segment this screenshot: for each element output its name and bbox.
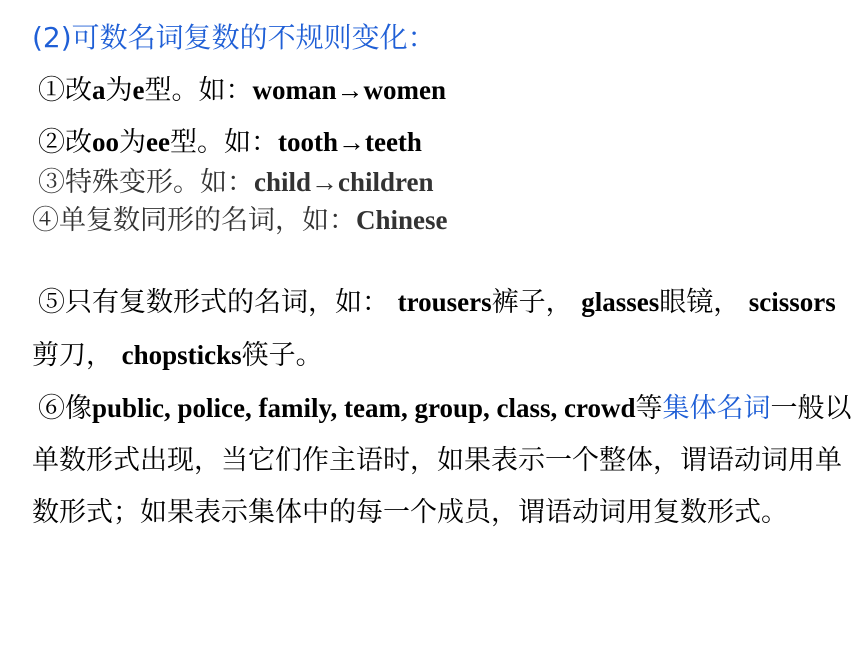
rule-2-b1: oo [92,127,119,157]
rule-6-term: 集体名词 [662,393,771,424]
rule-2-mid: 为 [119,127,146,158]
rule-6 [32,382,854,539]
rule-5-marker: ⑤ [38,287,65,318]
rule-2-marker: ② [38,127,65,158]
rule-5-word-glasses: glasses [581,287,660,317]
rule-2-rest: 型。如： [169,127,278,158]
rule-1-marker: ① [38,75,65,106]
rule-1-example: woman→women [252,75,446,105]
rule-3-example: child→children [254,167,434,197]
rule-6-deng: 等 [635,393,663,424]
rule-1-b2: e [132,75,145,105]
rule-4-example: Chinese [356,205,448,235]
rule-2-b2: ee [146,127,170,157]
rule-4 [32,198,448,237]
rule-1 [38,68,446,107]
rule-6-lead: 像 [65,393,92,424]
rule-1-b1: a [92,75,106,105]
rule-3 [38,160,434,199]
rule-1-mid: 为 [105,75,133,106]
rule-3-text: 特殊变形。如： [65,167,254,198]
rule-5-meaning-4: 筷子。 [241,340,323,371]
rule-3-marker: ③ [38,167,65,198]
rule-5-meaning-1: 裤子， [491,287,573,318]
rule-5-meaning-2: 眼镜， [659,287,741,318]
rule-1-text: 改 [65,75,92,106]
rule-6-words: public, police, family, team, group, class, crowd [92,393,636,423]
rule-5-text: 只有复数形式的名词，如： [65,287,389,318]
rule-5-word-trousers: trousers [397,287,492,317]
rule-6-marker: ⑥ [38,393,65,424]
rule-5-word-scissors: scissors [748,287,836,317]
rule-4-text: 单复数同形的名词，如： [59,205,356,236]
rule-2 [38,120,422,159]
rule-4-marker: ④ [32,205,59,236]
rule-2-example: tooth→teeth [277,127,422,157]
section-title: (2)可数名词复数的不规则变化： [32,21,436,54]
rule-5-meaning-3: 剪刀， [32,340,113,371]
rule-5-word-chopsticks: chopsticks [121,340,242,370]
rule-1-rest: 型。如： [144,75,253,106]
rule-6-text: 一般以单数形式出现，当它们作主语时，如果表示一个整体，谓语动词用单数形式；如果表示集体中的每一个成员，谓语动词用复数形式。 [32,393,852,528]
rule-2-text: 改 [65,127,92,158]
rule-5 [32,276,854,382]
